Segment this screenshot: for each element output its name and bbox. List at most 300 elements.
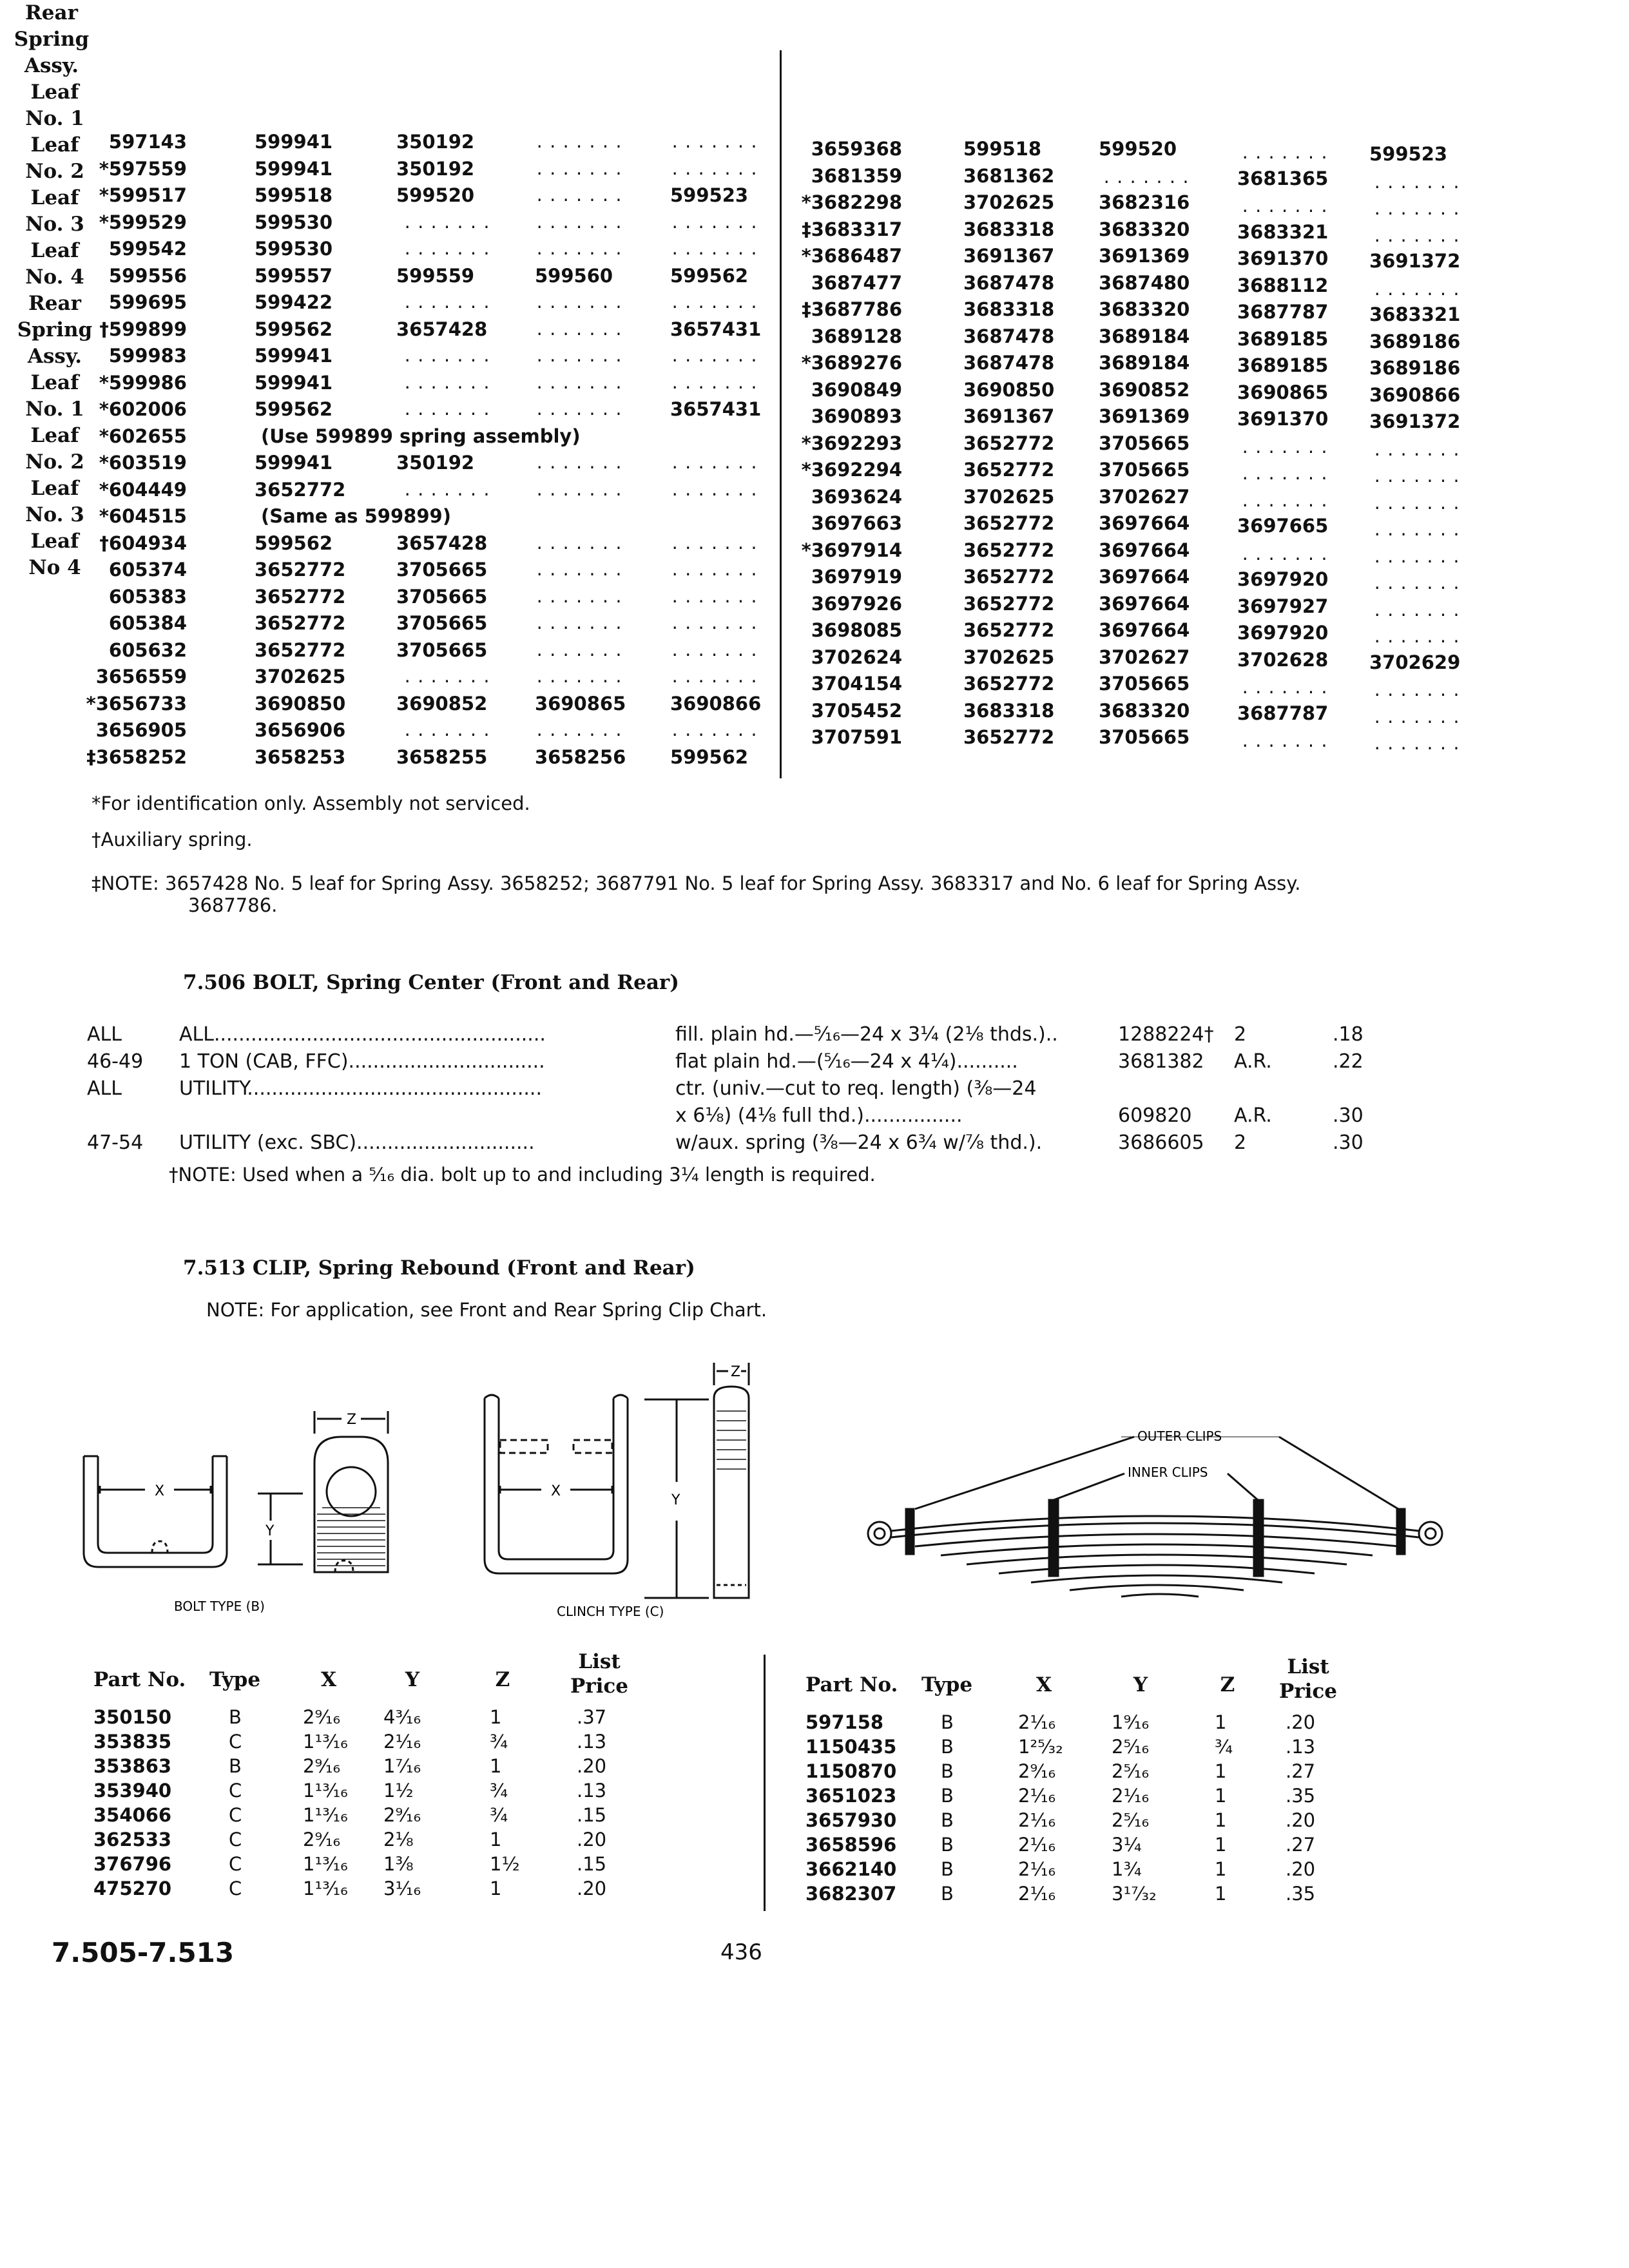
rear-left-dots-4: ....... xyxy=(670,668,763,686)
clip-type: B xyxy=(941,1883,954,1905)
clip-right-header-type: Type xyxy=(921,1673,973,1696)
clip-y: 2¹⁄₁₆ xyxy=(383,1731,421,1753)
clip-z: 1 xyxy=(490,1829,502,1850)
rear-left-dots-3: ....... xyxy=(535,240,628,258)
bolt-type-label: BOLT TYPE (B) xyxy=(174,1599,265,1614)
rear-left-leaf-2: 3705665 xyxy=(396,559,488,581)
clip-price: .20 xyxy=(577,1878,607,1899)
bolt-model: 1 TON (CAB, FFC)................................ xyxy=(179,1050,545,1073)
clip-z: 1 xyxy=(1215,1883,1227,1905)
table-divider xyxy=(780,50,782,778)
clip-type: B xyxy=(229,1755,242,1777)
spring-clip-diagram xyxy=(0,1340,1629,1624)
clip-x: 1¹³⁄₁₆ xyxy=(303,1780,348,1802)
rear-right-leaf-1: 3702625 xyxy=(963,191,1055,213)
clip-y: 1¾ xyxy=(1112,1858,1142,1880)
bolt-desc: w/aux. spring (⅜—24 x 6¾ w/⅞ thd.). xyxy=(675,1131,1043,1154)
rear-right-assy: 3690893 xyxy=(811,405,902,427)
bolt-desc: fill. plain hd.—⁵⁄₁₆—24 x 3¼ (2⅛ thds.).. xyxy=(675,1023,1058,1046)
clip-x: 1¹³⁄₁₆ xyxy=(303,1878,348,1899)
rear-right-header-3: Leaf No. 3 xyxy=(25,477,84,526)
bolt-model: UTILITY................................................ xyxy=(179,1077,542,1100)
rear-right-dots-2: ....... xyxy=(1102,168,1195,187)
rear-right-leaf-1: 3652772 xyxy=(963,619,1055,641)
clip-y: 2¹⁄₁₆ xyxy=(1112,1785,1150,1807)
rear-right-leaf-1: 3687478 xyxy=(963,352,1055,374)
rear-right-leaf-2: 3697664 xyxy=(1099,592,1190,615)
clip-part-no: 353863 xyxy=(93,1755,172,1777)
rear-left-dots-3: ....... xyxy=(535,294,628,312)
clip-type: B xyxy=(941,1858,954,1880)
footnote-identification: *For identification only. Assembly not serviced. xyxy=(92,793,530,814)
clip-type: B xyxy=(941,1711,954,1733)
rear-left-header-4: Leaf No. 4 xyxy=(25,239,84,289)
rear-left-leaf-4: 599562 xyxy=(670,745,749,768)
clip-part-no: 353835 xyxy=(93,1731,172,1753)
rear-left-leaf-1: 599518 xyxy=(255,184,333,206)
clip-price: .15 xyxy=(577,1804,607,1826)
clip-y: 1½ xyxy=(383,1780,414,1802)
rear-right-leaf-1: 3652772 xyxy=(963,459,1055,481)
rear-right-assy: 3697926 xyxy=(811,592,902,615)
rear-left-leaf-1: 599941 xyxy=(255,371,333,394)
rear-left-dots-4: ....... xyxy=(670,561,763,579)
rear-right-leaf-3: 3702628 xyxy=(1237,648,1329,671)
rear-left-dots-2: ....... xyxy=(403,401,496,419)
rear-left-dots-4: ....... xyxy=(670,374,763,392)
rear-right-leaf-3: 3697665 xyxy=(1237,515,1329,537)
rear-right-dots-3: ....... xyxy=(1240,465,1333,483)
rear-left-dots-4: ....... xyxy=(670,294,763,312)
rear-right-leaf-2: 3702627 xyxy=(1099,485,1190,508)
rear-right-leaf-4: 3683321 xyxy=(1369,303,1461,325)
rear-left-assy: 605632 xyxy=(108,639,187,661)
rear-right-assy: 3690849 xyxy=(811,378,902,401)
bolt-price: .30 xyxy=(1333,1104,1364,1127)
clip-right-header-x: X xyxy=(1036,1673,1052,1696)
rear-right-dots-4: ....... xyxy=(1373,628,1465,646)
clip-part-no: 376796 xyxy=(93,1853,172,1875)
rear-right-leaf-2: 3691369 xyxy=(1099,245,1190,267)
clip-z: 1 xyxy=(1215,1834,1227,1856)
rear-left-leaf-1: 3652772 xyxy=(255,639,346,661)
rear-left-dots-4: ....... xyxy=(670,347,763,365)
rear-left-dots-4: ....... xyxy=(670,454,763,472)
clip-part-no: 3662140 xyxy=(805,1858,897,1880)
clip-y: 1⁷⁄₁₆ xyxy=(383,1755,421,1777)
rear-right-leaf-1: 3652772 xyxy=(963,566,1055,588)
rear-right-dots-4: ....... xyxy=(1373,173,1465,192)
rear-right-header-1: Leaf No. 1 xyxy=(25,371,84,421)
rear-right-dots-4: ....... xyxy=(1373,548,1465,566)
rear-right-header-0: Rear Spring Assy. xyxy=(17,292,93,368)
rear-left-assy: *602655 xyxy=(99,425,187,447)
rear-right-leaf-3: 3697920 xyxy=(1237,568,1329,590)
clip-price: .35 xyxy=(1286,1883,1316,1905)
clip-part-no: 353940 xyxy=(93,1780,172,1802)
rear-left-dots-3: ....... xyxy=(535,615,628,633)
rear-right-leaf-2: 3682316 xyxy=(1099,191,1190,213)
rear-right-leaf-2: 3687480 xyxy=(1099,271,1190,294)
rear-right-header-4: Leaf No 4 xyxy=(28,530,81,579)
clip-z: ¾ xyxy=(1215,1736,1233,1758)
clip-type: C xyxy=(229,1853,242,1875)
rear-right-assy: 3704154 xyxy=(811,673,902,695)
bolt-desc: ctr. (univ.—cut to req. length) (⅜—24 xyxy=(675,1077,1037,1100)
rear-right-dots-3: ....... xyxy=(1240,198,1333,216)
clip-z: 1 xyxy=(490,1755,502,1777)
rear-left-dots-3: ....... xyxy=(535,133,628,151)
clip-price: .13 xyxy=(577,1780,607,1802)
rear-right-leaf-2: 3683320 xyxy=(1099,218,1190,240)
rear-left-dots-3: ....... xyxy=(535,347,628,365)
rear-left-leaf-1: 599530 xyxy=(255,211,333,233)
rear-right-dots-3: ....... xyxy=(1240,733,1333,751)
bolt-part: 3686605 xyxy=(1118,1131,1204,1154)
section-title-bolt: 7.506 BOLT, Spring Center (Front and Rear) xyxy=(183,971,679,994)
rear-left-dots-2: ....... xyxy=(403,668,496,686)
bolt-model: ALL...................................................... xyxy=(179,1023,546,1046)
rear-right-assy: 3681359 xyxy=(811,164,902,187)
rear-left-leaf-1: 3652772 xyxy=(255,478,346,501)
rear-left-leaf-3: 3690865 xyxy=(535,692,626,715)
bolt-year: ALL xyxy=(87,1077,122,1100)
clip-left-header-x: X xyxy=(320,1668,337,1691)
clip-part-no: 1150870 xyxy=(805,1760,897,1782)
rear-left-header-2: Leaf No. 2 xyxy=(25,133,84,183)
footer-page-number: 436 xyxy=(720,1939,762,1965)
clip-y: 1⅜ xyxy=(383,1853,414,1875)
clip-z: 1½ xyxy=(490,1853,520,1875)
rear-left-assy: *602006 xyxy=(99,398,187,420)
rear-left-leaf-1: 599941 xyxy=(255,345,333,367)
rear-left-dots-4: ....... xyxy=(670,213,763,232)
clip-y: 3¹⁄₁₆ xyxy=(383,1878,421,1899)
rear-left-leaf-1: 3702625 xyxy=(255,666,346,687)
rear-right-leaf-1: 3681362 xyxy=(963,164,1055,187)
clip-x: 1¹³⁄₁₆ xyxy=(303,1853,348,1875)
bolt-y-label: Y xyxy=(265,1523,275,1539)
clip-type: B xyxy=(941,1736,954,1758)
clip-part-no: 350150 xyxy=(93,1706,172,1728)
rear-left-leaf-2: 3705665 xyxy=(396,585,488,608)
clip-x: 2¹⁄₁₆ xyxy=(1018,1834,1056,1856)
rear-right-leaf-2: 599520 xyxy=(1099,138,1177,160)
leaf-spring-drawing xyxy=(868,1437,1442,1597)
clip-type: B xyxy=(229,1706,242,1728)
rear-left-assy: 599542 xyxy=(108,238,187,260)
rear-right-assy: 3702624 xyxy=(811,646,902,668)
rear-right-leaf-4: 3689186 xyxy=(1369,357,1461,379)
bolt-x-label: X xyxy=(155,1483,165,1499)
footnote-note-line2: 3687786. xyxy=(188,894,278,916)
clip-type: B xyxy=(941,1760,954,1782)
clip-part-no: 3651023 xyxy=(805,1785,897,1807)
rear-left-leaf-1: 3652772 xyxy=(255,559,346,581)
rear-right-leaf-2: 3705665 xyxy=(1099,726,1190,748)
rear-right-assy: 3687477 xyxy=(811,271,902,294)
footnote-note-line1: ‡NOTE: 3657428 No. 5 leaf for Spring Assy. 3658252; 3687791 No. 5 leaf for Spring Assy. 3683317 and No. 6 leaf for Spring Assy. xyxy=(92,872,1301,894)
clip-y: 1⁹⁄₁₆ xyxy=(1112,1711,1150,1733)
rear-left-dots-4: ....... xyxy=(670,481,763,499)
rear-left-dots-3: ....... xyxy=(535,722,628,740)
rear-right-leaf-3: 3689185 xyxy=(1237,354,1329,376)
rear-left-assy: †604934 xyxy=(99,532,187,554)
rear-left-leaf-1: 599422 xyxy=(255,291,333,313)
rear-right-leaf-4: 3691372 xyxy=(1369,410,1461,432)
clip-left-header-price: List Price xyxy=(570,1650,629,1698)
rear-right-dots-3: ....... xyxy=(1240,438,1333,457)
clip-right-header-y: Y xyxy=(1133,1673,1148,1696)
clip-z: 1 xyxy=(490,1706,502,1728)
outer-clips-label: OUTER CLIPS xyxy=(1137,1428,1222,1444)
rear-right-assy: ‡3687786 xyxy=(802,298,902,320)
rear-right-leaf-1: 3687478 xyxy=(963,325,1055,347)
rear-left-assy: *599517 xyxy=(99,184,187,206)
rear-left-leaf-3: 3658256 xyxy=(535,745,626,768)
rear-left-assy: †599899 xyxy=(99,318,187,340)
rear-left-assy: *3656733 xyxy=(86,692,187,715)
rear-right-leaf-2: 3697664 xyxy=(1099,619,1190,641)
clip-note: NOTE: For application, see Front and Rear Spring Clip Chart. xyxy=(206,1299,767,1321)
rear-left-dots-4: ....... xyxy=(670,240,763,258)
rear-left-dots-4: ....... xyxy=(670,133,763,151)
rear-left-assy: 3656905 xyxy=(95,719,187,741)
rear-right-leaf-2: 3691369 xyxy=(1099,405,1190,427)
rear-left-leaf-2: 3705665 xyxy=(396,639,488,661)
rear-left-assy: 597143 xyxy=(108,131,187,153)
bolt-qty: 2 xyxy=(1234,1023,1247,1046)
rear-right-leaf-1: 3652772 xyxy=(963,512,1055,534)
clip-z: 1 xyxy=(1215,1858,1227,1880)
rear-left-leaf-2: 3690852 xyxy=(396,692,488,715)
rear-spring-leaf-table xyxy=(0,0,1629,768)
rear-right-leaf-1: 3702625 xyxy=(963,485,1055,508)
clip-left-header-part: Part No. xyxy=(93,1668,186,1691)
clip-left-header-z: Z xyxy=(495,1668,510,1691)
rear-left-leaf-4: 599523 xyxy=(670,184,749,206)
bolt-z-label: Z xyxy=(347,1412,357,1428)
rear-right-dots-4: ....... xyxy=(1373,494,1465,513)
clip-price: .15 xyxy=(577,1853,607,1875)
bolt-qty: 2 xyxy=(1234,1131,1247,1154)
clip-left-header-type: Type xyxy=(209,1668,261,1691)
clip-y: 3¹⁷⁄₃₂ xyxy=(1112,1883,1157,1905)
rear-right-leaf-3: 3690865 xyxy=(1237,381,1329,403)
rear-right-dots-4: ....... xyxy=(1373,200,1465,218)
rear-left-assy: 599695 xyxy=(108,291,187,313)
rear-left-dots-3: ....... xyxy=(535,374,628,392)
rear-left-dots-2: ....... xyxy=(403,481,496,499)
rear-right-leaf-2: 3697664 xyxy=(1099,566,1190,588)
clip-right-header-z: Z xyxy=(1220,1673,1235,1696)
clip-part-no: 1150435 xyxy=(805,1736,897,1758)
rear-left-leaf-1: 599941 xyxy=(255,452,333,474)
clip-x: 2¹⁄₁₆ xyxy=(1018,1711,1056,1733)
rear-left-leaf-4: 3690866 xyxy=(670,692,762,715)
rear-left-leaf-1: 3656906 xyxy=(255,719,346,741)
rear-left-assy: 605374 xyxy=(108,559,187,581)
clip-part-no: 354066 xyxy=(93,1804,172,1826)
rear-left-dots-4: ....... xyxy=(670,641,763,660)
rear-left-assy: *604449 xyxy=(99,478,187,501)
bolt-model: UTILITY (exc. SBC)............................. xyxy=(179,1131,535,1154)
rear-left-dots-4: ....... xyxy=(670,588,763,606)
clip-right-header-price: List Price xyxy=(1278,1655,1338,1703)
bolt-price: .30 xyxy=(1333,1131,1364,1154)
clip-z: 1 xyxy=(1215,1711,1227,1733)
rear-right-leaf-1: 3683318 xyxy=(963,218,1055,240)
rear-right-dots-3: ....... xyxy=(1240,492,1333,510)
rear-left-leaf-1: 599941 xyxy=(255,157,333,180)
clip-z: 1 xyxy=(1215,1760,1227,1782)
rear-left-dots-4: ....... xyxy=(670,160,763,178)
rear-left-leaf-2: 3657428 xyxy=(396,532,488,554)
footer-section-range: 7.505-7.513 xyxy=(52,1937,235,1968)
rear-left-header-0: Rear Spring Assy. xyxy=(14,1,90,77)
rear-left-dots-2: ....... xyxy=(403,240,496,258)
rear-right-leaf-3: 3688112 xyxy=(1237,274,1329,296)
clip-right-header-part: Part No. xyxy=(805,1673,898,1696)
rear-left-assy: *597559 xyxy=(99,157,187,180)
clinch-z-label: Z xyxy=(731,1364,741,1380)
clip-y: 2⅛ xyxy=(383,1829,414,1850)
rear-left-assy: 3656559 xyxy=(95,666,187,687)
clinch-type-clip-drawing xyxy=(485,1363,749,1598)
rear-left-leaf-1: 599562 xyxy=(255,398,333,420)
rear-right-dots-4: ....... xyxy=(1373,227,1465,245)
rear-right-assy: 3689128 xyxy=(811,325,902,347)
rear-right-leaf-2: 3683320 xyxy=(1099,699,1190,722)
rear-left-dots-4: ....... xyxy=(670,615,763,633)
clip-type: B xyxy=(941,1809,954,1831)
rear-left-dots-2: ....... xyxy=(403,213,496,232)
rear-right-assy: *3697914 xyxy=(801,539,902,561)
rear-right-dots-4: ....... xyxy=(1373,441,1465,459)
rear-right-leaf-3: 3697920 xyxy=(1237,622,1329,644)
rear-left-leaf-2: 3657428 xyxy=(396,318,488,340)
rear-left-leaf-1: 3652772 xyxy=(255,612,346,634)
rear-left-assy: *599986 xyxy=(99,371,187,394)
clip-x: 2⁹⁄₁₆ xyxy=(303,1706,341,1728)
rear-right-leaf-4: 3691372 xyxy=(1369,250,1461,272)
clip-z: ¾ xyxy=(490,1804,508,1826)
rear-right-leaf-3: 3687787 xyxy=(1237,301,1329,323)
bolt-price: .18 xyxy=(1333,1023,1364,1046)
rear-left-dots-3: ....... xyxy=(535,588,628,606)
clip-z: 1 xyxy=(1215,1785,1227,1807)
rear-right-leaf-1: 3652772 xyxy=(963,673,1055,695)
clip-price: .37 xyxy=(577,1706,607,1728)
rear-left-dots-3: ....... xyxy=(535,481,628,499)
rear-right-leaf-1: 3652772 xyxy=(963,726,1055,748)
inner-clips-label: INNER CLIPS xyxy=(1128,1465,1208,1480)
clip-type: B xyxy=(941,1834,954,1856)
rear-right-assy: 3705452 xyxy=(811,699,902,722)
bolt-year: 46-49 xyxy=(87,1050,144,1073)
rear-left-leaf-1: 599530 xyxy=(255,238,333,260)
clip-y: 2⁵⁄₁₆ xyxy=(1112,1809,1150,1831)
rear-right-leaf-1: 3683318 xyxy=(963,298,1055,320)
clip-price: .13 xyxy=(1286,1736,1316,1758)
clip-price: .20 xyxy=(577,1755,607,1777)
rear-left-leaf-1: 599557 xyxy=(255,264,333,287)
rear-right-dots-3: ....... xyxy=(1240,545,1333,564)
rear-right-assy: 3697663 xyxy=(811,512,902,534)
clip-price: .27 xyxy=(1286,1834,1316,1856)
clip-x: 2⁹⁄₁₆ xyxy=(1018,1760,1056,1782)
rear-left-dots-3: ....... xyxy=(535,641,628,660)
rear-right-leaf-1: 3652772 xyxy=(963,432,1055,454)
bolt-price: .22 xyxy=(1333,1050,1364,1073)
clip-x: 1²⁵⁄₃₂ xyxy=(1018,1736,1063,1758)
rear-right-assy: ‡3683317 xyxy=(802,218,902,240)
rear-left-leaf-2: 3658255 xyxy=(396,745,488,768)
rear-left-assy: 605384 xyxy=(108,612,187,634)
rear-left-assy: 599983 xyxy=(108,345,187,367)
rear-right-leaf-2: 3689184 xyxy=(1099,352,1190,374)
rear-right-leaf-3: 3691370 xyxy=(1237,408,1329,430)
bolt-note: †NOTE: Used when a ⁵⁄₁₆ dia. bolt up to and including 3¼ length is required. xyxy=(169,1164,876,1186)
clip-part-no: 362533 xyxy=(93,1829,172,1850)
rear-right-leaf-3: 3689185 xyxy=(1237,327,1329,350)
rear-left-assy: *603519 xyxy=(99,452,187,474)
rear-left-leaf-2: 599520 xyxy=(396,184,475,206)
rear-left-leaf-2: 3705665 xyxy=(396,612,488,634)
clip-part-no: 475270 xyxy=(93,1878,172,1899)
clip-price: .27 xyxy=(1286,1760,1316,1782)
rear-right-dots-4: ....... xyxy=(1373,521,1465,539)
clip-type: C xyxy=(229,1829,242,1850)
clip-price: .20 xyxy=(577,1829,607,1850)
rear-left-leaf-1: 3652772 xyxy=(255,585,346,608)
clip-x: 2¹⁄₁₆ xyxy=(1018,1785,1056,1807)
clip-y: 3¼ xyxy=(1112,1834,1142,1856)
rear-right-leaf-4: 3702629 xyxy=(1369,651,1461,673)
rear-right-leaf-4: 3689186 xyxy=(1369,330,1461,352)
rear-right-leaf-1: 3687478 xyxy=(963,271,1055,294)
clip-y: 4³⁄₁₆ xyxy=(383,1706,421,1728)
clip-type: B xyxy=(941,1785,954,1807)
rear-right-assy: *3692294 xyxy=(801,459,902,481)
clip-x: 2¹⁄₁₆ xyxy=(1018,1858,1056,1880)
rear-left-assy: *599529 xyxy=(99,211,187,233)
rear-left-dots-4: ....... xyxy=(670,534,763,553)
clip-left-header-y: Y xyxy=(405,1668,420,1691)
rear-left-dots-3: ....... xyxy=(535,320,628,339)
rear-left-dots-2: ....... xyxy=(403,347,496,365)
rear-left-leaf-4: 3657431 xyxy=(670,318,762,340)
rear-right-dots-4: ....... xyxy=(1373,735,1465,753)
rear-right-leaf-1: 3652772 xyxy=(963,539,1055,561)
rear-right-leaf-1: 3652772 xyxy=(963,592,1055,615)
rear-right-leaf-3: 3687787 xyxy=(1237,702,1329,724)
rear-right-leaf-1: 3690850 xyxy=(963,378,1055,401)
rear-left-leaf-1: 3658253 xyxy=(255,745,346,768)
clip-price: .35 xyxy=(1286,1785,1316,1807)
bolt-year: 47-54 xyxy=(87,1131,144,1154)
bolt-qty: A.R. xyxy=(1234,1050,1272,1073)
clip-type: C xyxy=(229,1780,242,1802)
rear-right-leaf-2: 3702627 xyxy=(1099,646,1190,668)
footnote-auxiliary: †Auxiliary spring. xyxy=(92,829,253,850)
rear-right-assy: *3689276 xyxy=(801,352,902,374)
rear-left-note: (Use 599899 spring assembly) xyxy=(261,425,581,447)
rear-left-dots-2: ....... xyxy=(403,374,496,392)
rear-left-dots-3: ....... xyxy=(535,213,628,232)
rear-right-leaf-2: 3697664 xyxy=(1099,512,1190,534)
rear-right-assy: 3707591 xyxy=(811,726,902,748)
